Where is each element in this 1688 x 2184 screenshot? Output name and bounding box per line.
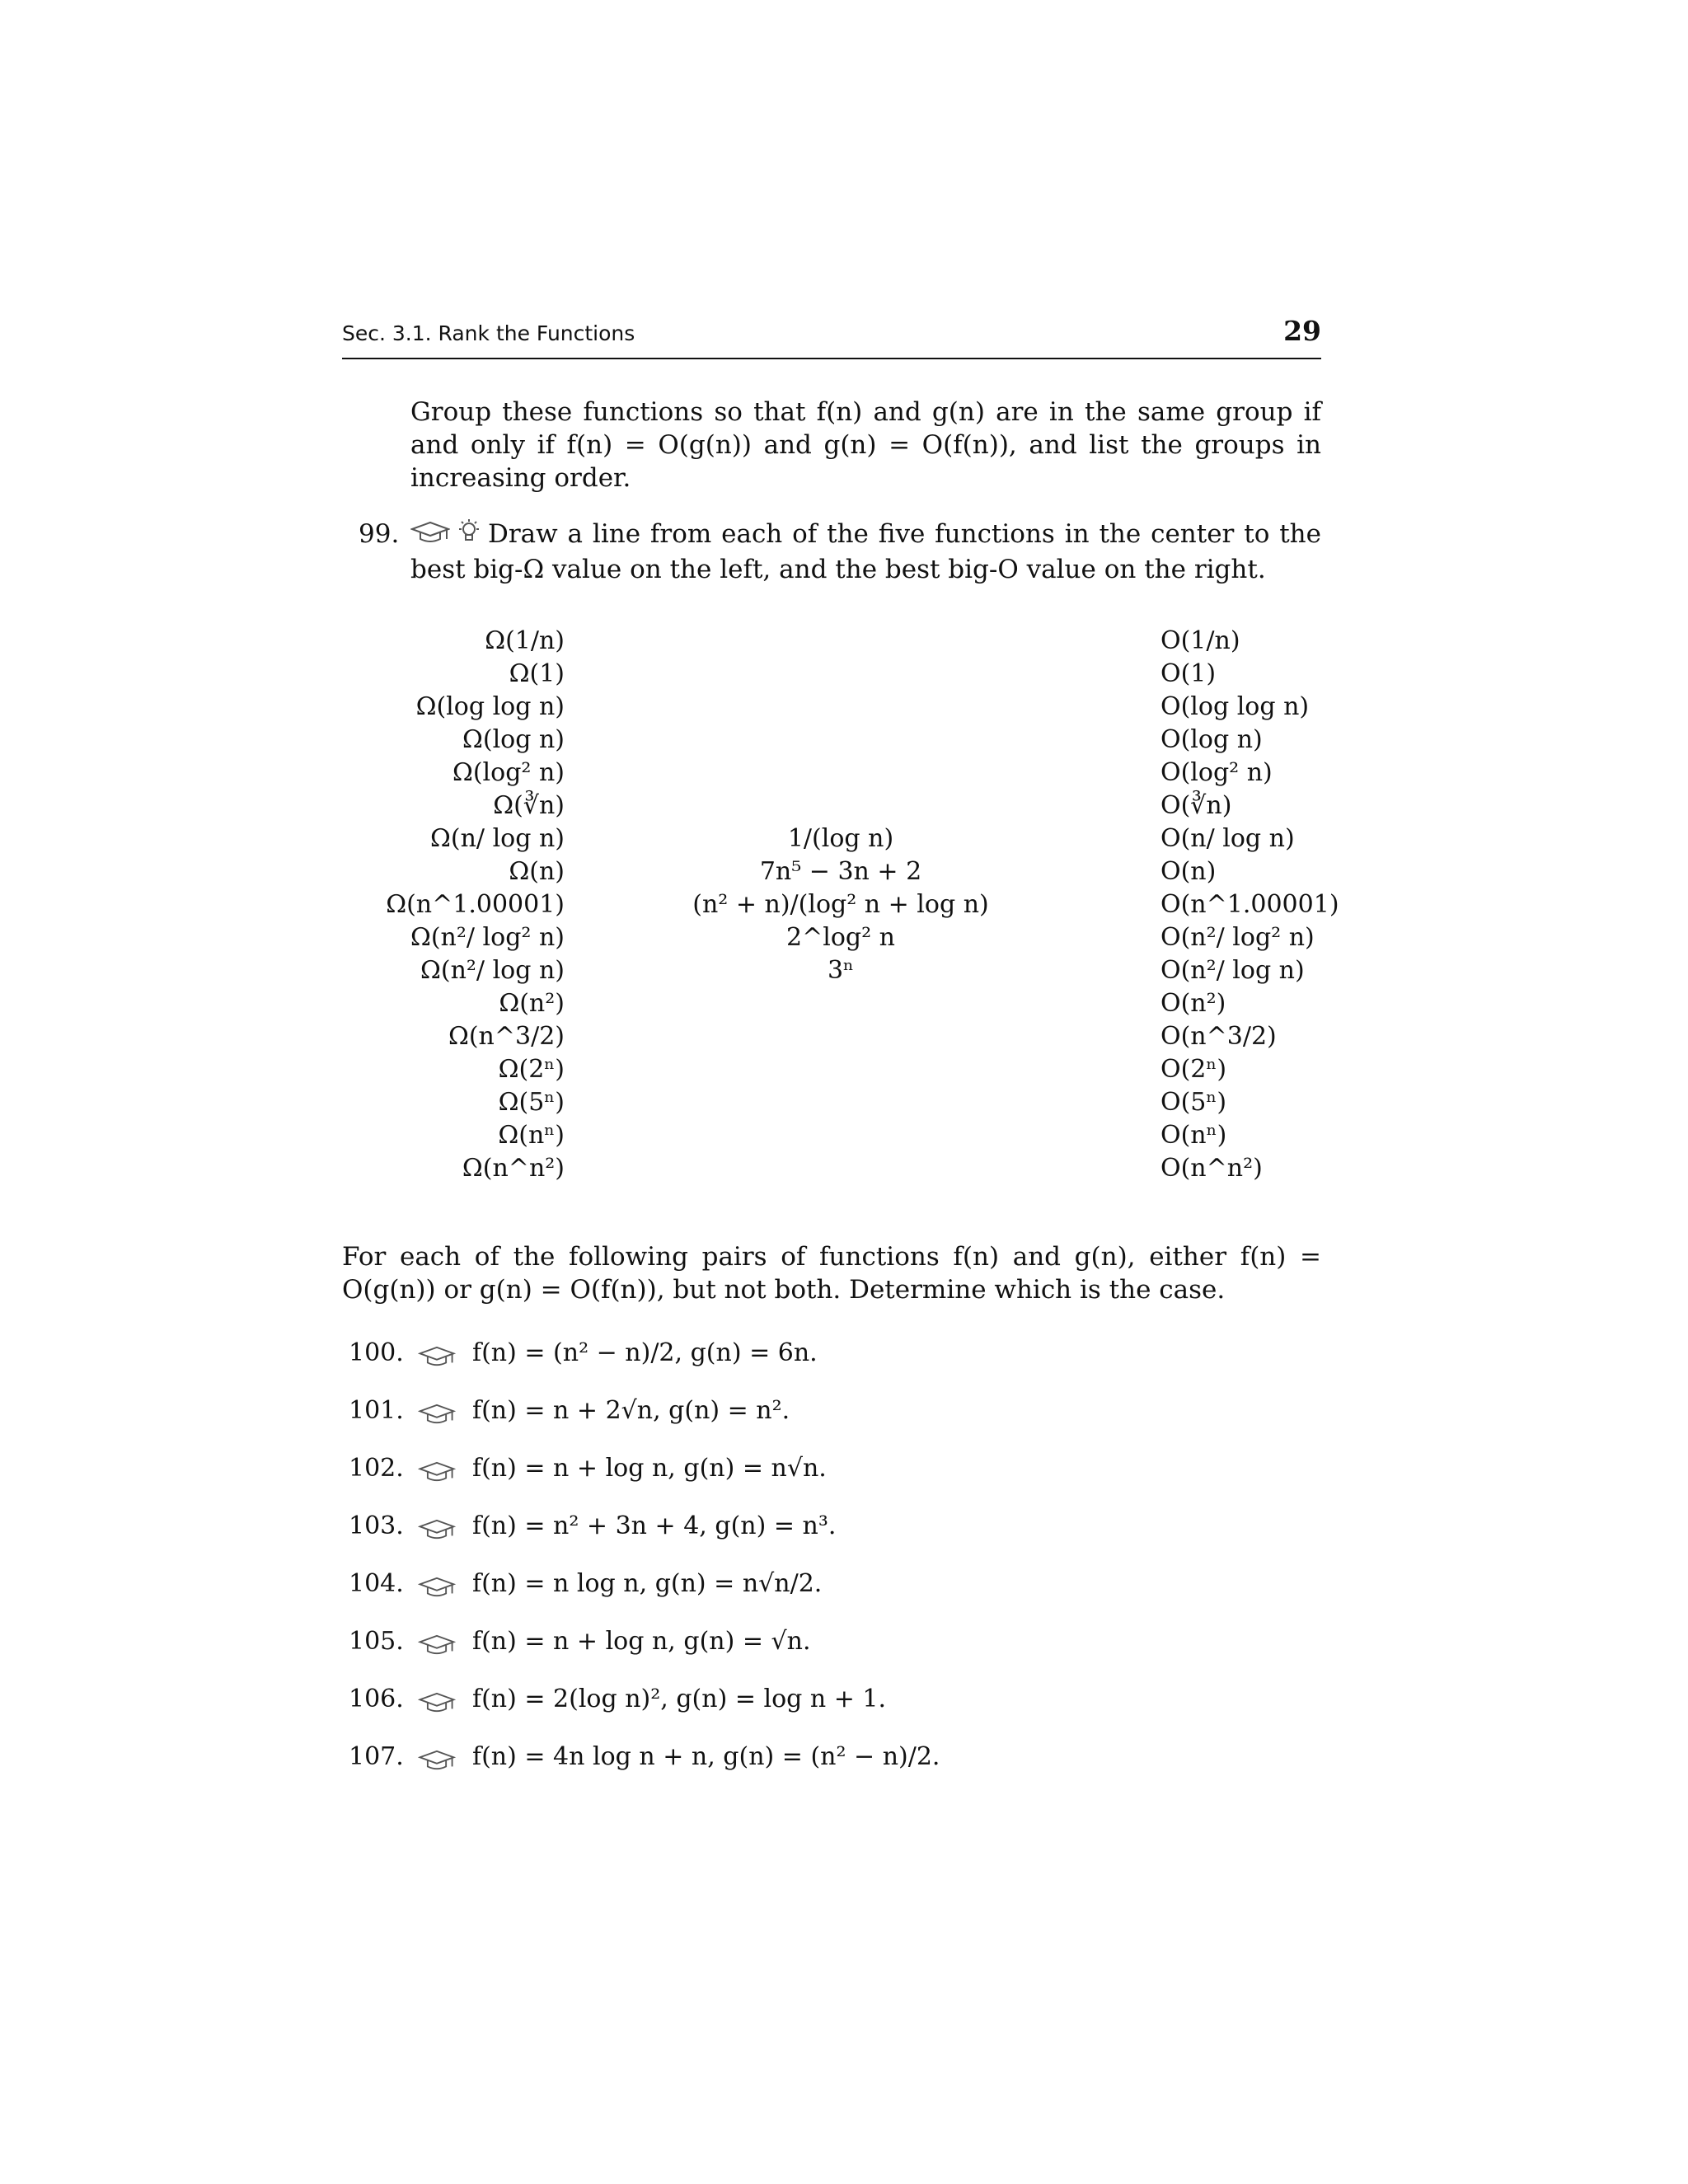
omega-item: Ω(nⁿ) [498,1121,565,1150]
graduation-cap-icon [418,1572,456,1609]
problem-expression: f(n) = n + log n, g(n) = √n. [472,1627,811,1656]
o-item: O(n²/ log² n) [1160,923,1315,952]
o-item: O(∛n) [1160,791,1232,820]
omega-item: Ω(5ⁿ) [498,1088,565,1117]
omega-item: Ω(n^3/2) [448,1022,565,1051]
o-item: O(n^3/2) [1160,1022,1277,1051]
omega-item: Ω(∛n) [493,791,565,820]
problem-number: 101. [349,1396,404,1425]
omega-item: Ω(n²/ log n) [420,956,565,985]
problem-expression: f(n) = (n² − n)/2, g(n) = 6n. [472,1338,818,1367]
omega-item: Ω(1) [509,659,565,688]
graduation-cap-icon [418,1457,456,1493]
omega-item: Ω(log² n) [452,758,565,787]
o-item: O(log n) [1160,725,1263,754]
center-function: 1/(log n) [787,824,894,853]
o-item: O(1) [1160,659,1217,688]
intro-paragraph: Group these functions so that f(n) and g(n) are in the same group if and only if f(n) = O(g(n)) and g(n) = O(f(n)), and list the groups in increasing order. [410,397,1321,493]
problem-99-text [410,518,1321,586]
o-item: O(log² n) [1160,758,1273,787]
problem-expression: f(n) = n + 2√n, g(n) = n². [472,1396,790,1425]
graduation-cap-icon [418,1515,456,1551]
page-number: 29 [1283,315,1321,347]
omega-item: Ω(n^n²) [462,1154,565,1183]
problem-99-body: Draw a line from each of the five functions in the center to the best big-Ω value on the left, and the best big-O value on the right. [410,519,1321,584]
omega-item: Ω(2ⁿ) [498,1055,565,1084]
omega-item: Ω(log n) [462,725,565,754]
graduation-cap-icon [410,519,450,552]
lightbulb-icon [457,518,481,553]
o-item: O(1/n) [1160,626,1240,655]
o-item: O(n) [1160,857,1217,886]
center-function: (n² + n)/(log² n + log n) [692,890,989,919]
omega-item: Ω(n²/ log² n) [410,923,565,952]
problem-99-number: 99. [359,519,400,549]
problem-number: 100. [349,1338,404,1367]
problem-expression: f(n) = n² + 3n + 4, g(n) = n³. [472,1511,837,1540]
center-function: 7n⁵ − 3n + 2 [759,857,922,886]
o-item: O(n/ log n) [1160,824,1295,853]
center-function: 2^log² n [786,923,895,952]
problem-number: 104. [349,1569,404,1598]
omega-item: Ω(n^1.00001) [386,890,565,919]
section-title: Sec. 3.1. Rank the Functions [342,321,635,345]
problem-expression: f(n) = 4n log n + n, g(n) = (n² − n)/2. [472,1742,940,1771]
problem-number: 107. [349,1742,404,1771]
omega-item: Ω(n) [509,857,565,886]
omega-item: Ω(1/n) [485,626,565,655]
o-item: O(n^1.00001) [1160,890,1339,919]
graduation-cap-icon [418,1746,456,1782]
problem-expression: f(n) = 2(log n)², g(n) = log n + 1. [472,1685,887,1713]
o-item: O(2ⁿ) [1160,1055,1227,1084]
omega-item: Ω(n²) [499,989,565,1018]
o-item: O(log log n) [1160,692,1310,721]
omega-item: Ω(n/ log n) [430,824,565,853]
big-o-column [1160,625,1408,1185]
pairs-intro-paragraph: For each of the following pairs of functions f(n) and g(n), either f(n) = O(g(n)) or g(n) = O(f(n)), but not both. Determine which is the case. [342,1242,1321,1305]
graduation-cap-icon [418,1688,456,1724]
omega-item: Ω(log log n) [415,692,565,721]
graduation-cap-icon [418,1342,456,1378]
problem-number: 105. [349,1627,404,1656]
problem-expression: f(n) = n + log n, g(n) = n√n. [472,1454,827,1483]
o-item: O(n²/ log n) [1160,956,1305,985]
problem-number: 102. [349,1454,404,1483]
o-item: O(n²) [1160,989,1226,1018]
graduation-cap-icon [418,1399,456,1436]
problem-number: 106. [349,1685,404,1713]
o-item: O(nⁿ) [1160,1121,1227,1150]
o-item: O(n^n²) [1160,1154,1263,1183]
running-header [342,315,1321,359]
o-item: O(5ⁿ) [1160,1088,1227,1117]
graduation-cap-icon [418,1630,456,1666]
big-omega-column [346,625,565,1185]
problem-expression: f(n) = n log n, g(n) = n√n/2. [472,1569,823,1598]
problem-number: 103. [349,1511,404,1540]
center-function: 3ⁿ [827,956,855,985]
center-functions-column [676,823,1006,987]
